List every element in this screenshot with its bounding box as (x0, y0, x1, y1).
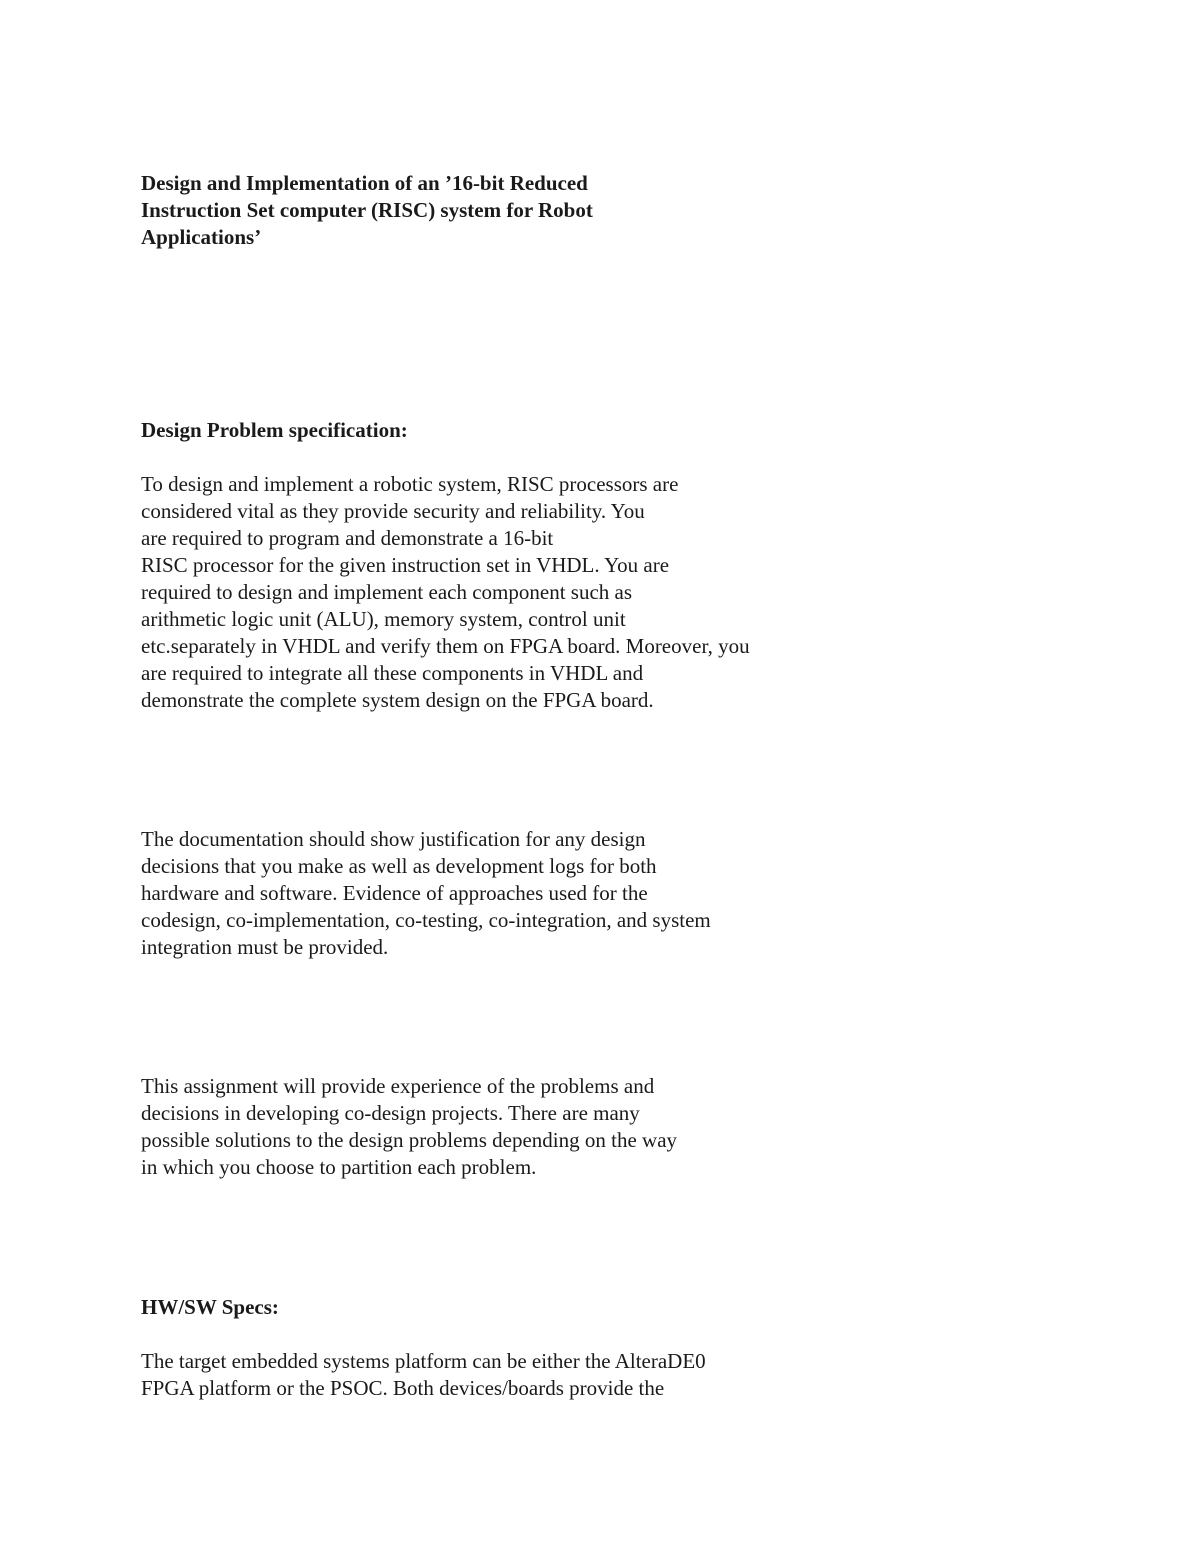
section-heading-hw-sw-specs: HW/SW Specs: (141, 1295, 279, 1319)
paragraph-1-line: etc.separately in VHDL and verify them on FPGA board. Moreover, you (141, 634, 750, 658)
paragraph-1-line: are required to program and demonstrate a 16-bit (141, 526, 554, 550)
document-title-line-2: Instruction Set computer (RISC) system for Robot (141, 198, 593, 222)
paragraph-1-line: arithmetic logic unit (ALU), memory system, control unit (141, 607, 626, 631)
paragraph-1-line: demonstrate the complete system design on the FPGA board. (141, 688, 654, 712)
document-title-line-3: Applications’ (141, 225, 262, 249)
paragraph-2-line: decisions that you make as well as development logs for both (141, 854, 657, 878)
document-title-line-1: Design and Implementation of an ’16-bit Reduced (141, 171, 588, 195)
paragraph-3-line: possible solutions to the design problems depending on the way (141, 1128, 678, 1152)
paragraph-1-line: considered vital as they provide security and reliability. You (141, 499, 645, 523)
paragraph-2-line: hardware and software. Evidence of approaches used for the (141, 881, 648, 905)
paragraph-3-line: This assignment will provide experience of the problems and (141, 1074, 655, 1098)
paragraph-1-line: required to design and implement each component such as (141, 580, 633, 604)
paragraph-1-line: To design and implement a robotic system, RISC processors are (141, 472, 679, 496)
paragraph-3-line: in which you choose to partition each problem. (141, 1155, 537, 1179)
paragraph-1-line: RISC processor for the given instruction set in VHDL. You are (141, 553, 670, 577)
section-heading-design-problem: Design Problem specification: (141, 418, 408, 442)
paragraph-1-line: are required to integrate all these components in VHDL and (141, 661, 644, 685)
paragraph-2-line: The documentation should show justification for any design (141, 827, 646, 851)
paragraph-2-line: integration must be provided. (141, 935, 389, 959)
paragraph-4-line: The target embedded systems platform can be either the AlteraDE0 (141, 1349, 706, 1373)
paragraph-3-line: decisions in developing co-design projects. There are many (141, 1101, 640, 1125)
paragraph-2-line: codesign, co-implementation, co-testing, co-integration, and system (141, 908, 711, 932)
paragraph-4-line: FPGA platform or the PSOC. Both devices/boards provide the (141, 1376, 665, 1400)
